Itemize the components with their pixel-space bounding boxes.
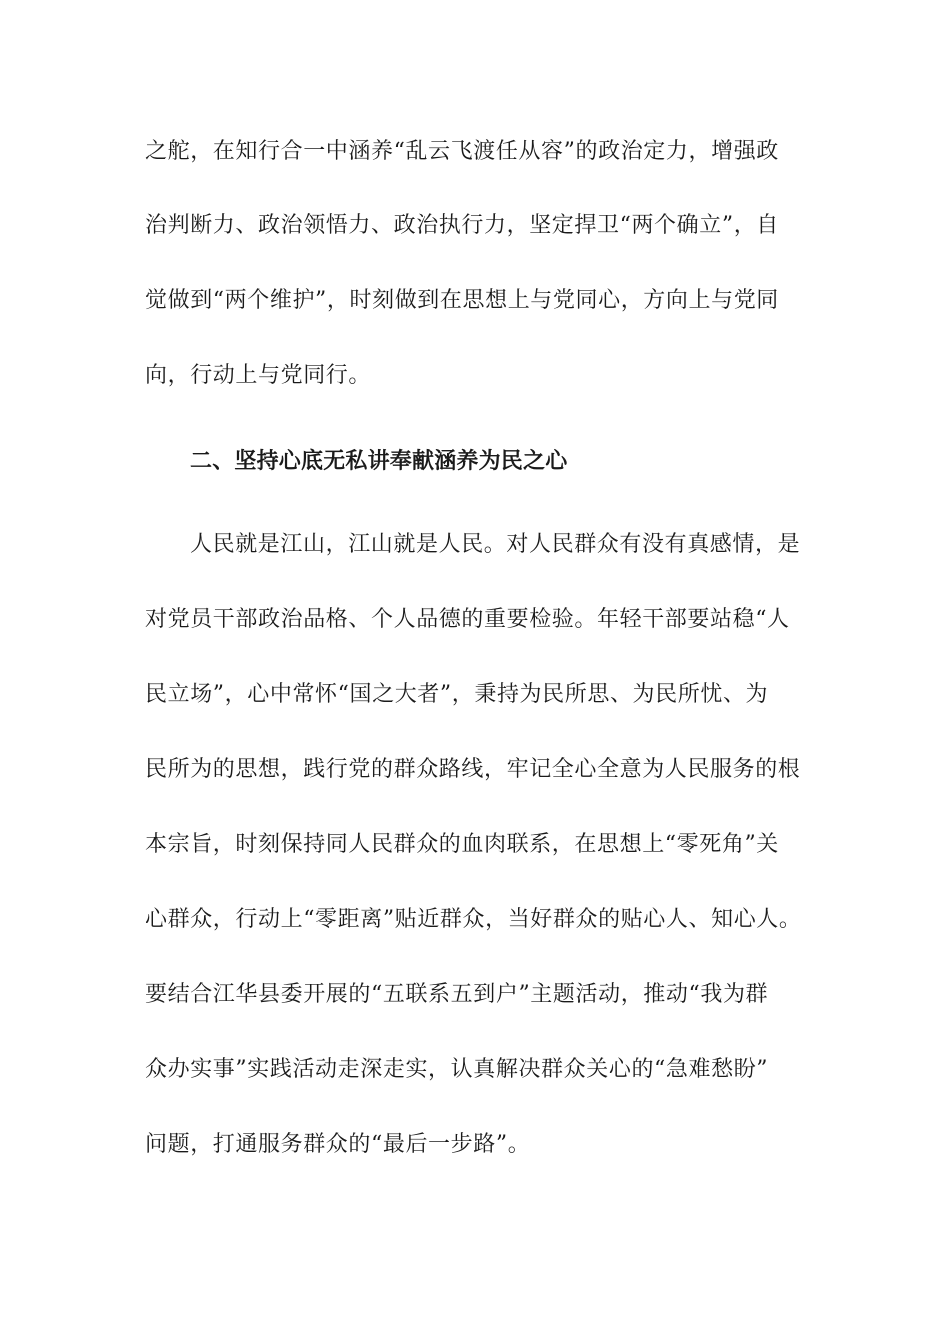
paragraph-2-line-8: 众办实事”实践活动走深走实，认真解决群众关心的“急难愁盼” — [145, 1057, 769, 1082]
section-heading: 二、坚持心底无私讲奉献涵养为民之心 — [190, 449, 568, 474]
paragraph-2-line-3: 民立场”，心中常怀“国之大者”，秉持为民所思、为民所忧、为 — [145, 682, 769, 707]
paragraph-2-line-5: 本宗旨，时刻保持同人民群众的血肉联系，在思想上“零死角”关 — [145, 832, 779, 857]
paragraph-2-line-1: 人民就是江山，江山就是人民。对人民群众有没有真感情，是 — [190, 532, 801, 557]
paragraph-1-line-1: 之舵，在知行合一中涵养“乱云飞渡任从容”的政治定力，增强政 — [145, 139, 779, 164]
paragraph-2-line-4: 民所为的思想，践行党的群众路线，牢记全心全意为人民服务的根 — [145, 757, 801, 782]
paragraph-2-line-6: 心群众，行动上“零距离”贴近群众，当好群众的贴心人、知心人。 — [145, 907, 802, 932]
paragraph-1-line-4: 向，行动上与党同行。 — [145, 363, 372, 388]
paragraph-1-line-3: 觉做到“两个维护”，时刻做到在思想上与党同心，方向上与党同 — [145, 288, 779, 313]
paragraph-2-line-2: 对党员干部政治品格、个人品德的重要检验。年轻干部要站稳“人 — [145, 607, 790, 632]
paragraph-2-line-9: 问题，打通服务群众的“最后一步路”。 — [145, 1132, 531, 1157]
paragraph-1-line-2: 治判断力、政治领悟力、政治执行力，坚定捍卫“两个确立”，自 — [145, 213, 779, 238]
paragraph-2-line-7: 要结合江华县委开展的“五联系五到户”主题活动，推动“我为群 — [145, 982, 769, 1007]
